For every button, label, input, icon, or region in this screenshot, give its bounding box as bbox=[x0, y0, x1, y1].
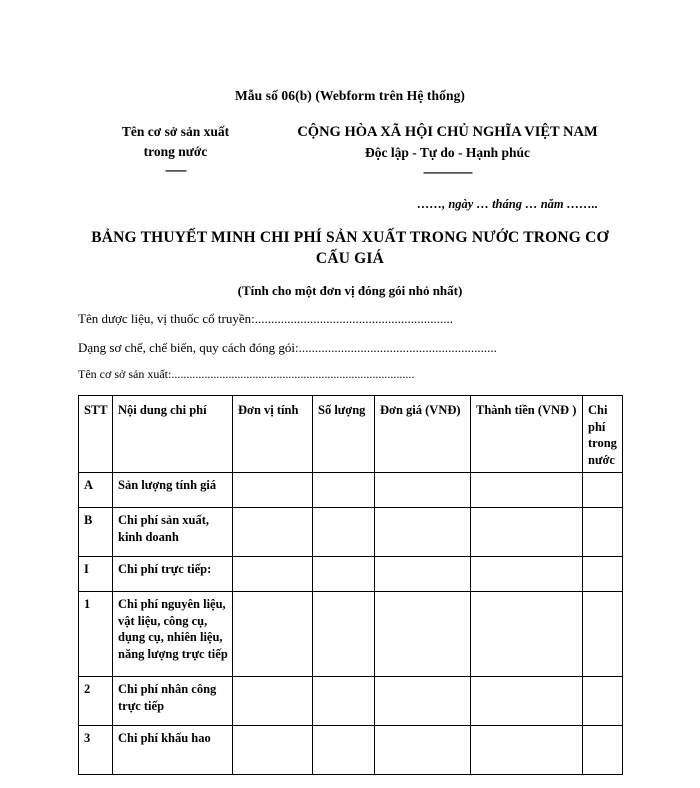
header-left-block bbox=[78, 122, 273, 180]
cell-name: Chi phí nguyên liệu, vật liệu, công cụ, dụng cụ, nhiên liệu, năng lượng trực tiếp bbox=[113, 592, 233, 677]
column-header-quantity: Số lượng bbox=[313, 396, 375, 473]
column-header-unit: Đơn vị tính bbox=[233, 396, 313, 473]
header-left-line2: trong nước bbox=[143, 143, 208, 159]
cell-amount[interactable] bbox=[471, 677, 583, 726]
national-motto: Độc lập - Tự do - Hạnh phúc bbox=[364, 145, 531, 161]
cell-unit[interactable] bbox=[233, 473, 313, 508]
page-title: BẢNG THUYẾT MINH CHI PHÍ SẢN XUẤT TRONG NƯỚC TRONG CƠ CẤU GIÁ bbox=[91, 229, 609, 268]
header-right-block bbox=[273, 122, 622, 181]
cell-domestic-cost[interactable] bbox=[583, 726, 623, 775]
cell-unit-price[interactable] bbox=[375, 557, 471, 592]
cell-unit[interactable] bbox=[233, 677, 313, 726]
cell-stt: B bbox=[79, 508, 113, 557]
cell-unit[interactable] bbox=[233, 508, 313, 557]
header-left-dash: ------ bbox=[165, 162, 186, 178]
cell-stt: I bbox=[79, 557, 113, 592]
cell-name: Chi phí nhân công trực tiếp bbox=[113, 677, 233, 726]
document-page bbox=[0, 88, 700, 788]
cell-unit-price[interactable] bbox=[375, 726, 471, 775]
page-subtitle: (Tính cho một đơn vị đóng gói nhỏ nhất) bbox=[237, 282, 463, 298]
cell-unit-price[interactable] bbox=[375, 473, 471, 508]
column-header-domestic-cost: Chi phí trong nước bbox=[583, 396, 623, 473]
column-header-stt: STT bbox=[79, 396, 113, 473]
cell-amount[interactable] bbox=[471, 508, 583, 557]
cell-quantity[interactable] bbox=[313, 726, 375, 775]
cell-quantity[interactable] bbox=[313, 508, 375, 557]
field-material-name: Tên dược liệu, vị thuốc cổ truyền:............................................................. bbox=[78, 310, 453, 326]
table-header-row bbox=[79, 396, 623, 473]
cell-unit[interactable] bbox=[233, 557, 313, 592]
cell-unit[interactable] bbox=[233, 592, 313, 677]
cell-quantity[interactable] bbox=[313, 592, 375, 677]
cell-unit-price[interactable] bbox=[375, 677, 471, 726]
cell-name: Chi phí sản xuất, kinh doanh bbox=[113, 508, 233, 557]
field-manufacturer-name: Tên cơ sở sản xuất:................................................................................. bbox=[78, 367, 415, 382]
cell-amount[interactable] bbox=[471, 473, 583, 508]
cell-amount[interactable] bbox=[471, 557, 583, 592]
header-right-dash: -------------- bbox=[423, 163, 472, 179]
cell-unit-price[interactable] bbox=[375, 508, 471, 557]
field-processing-form: Dạng sơ chế, chế biến, quy cách đóng gói:............................................................. bbox=[78, 339, 497, 355]
cell-domestic-cost[interactable] bbox=[583, 473, 623, 508]
column-header-amount: Thành tiền (VNĐ ) bbox=[471, 396, 583, 473]
national-title: CỘNG HÒA XÃ HỘI CHỦ NGHĨA VIỆT NAM bbox=[297, 124, 598, 140]
document-header bbox=[78, 122, 622, 181]
cell-unit-price[interactable] bbox=[375, 592, 471, 677]
cell-domestic-cost[interactable] bbox=[583, 557, 623, 592]
table-row bbox=[79, 677, 623, 726]
cell-quantity[interactable] bbox=[313, 557, 375, 592]
cell-amount[interactable] bbox=[471, 592, 583, 677]
table-row bbox=[79, 726, 623, 775]
cell-domestic-cost[interactable] bbox=[583, 508, 623, 557]
cost-table bbox=[78, 395, 623, 775]
cell-stt: A bbox=[79, 473, 113, 508]
cell-name: Sản lượng tính giá bbox=[113, 473, 233, 508]
cell-unit[interactable] bbox=[233, 726, 313, 775]
cell-amount[interactable] bbox=[471, 726, 583, 775]
form-code: Mẫu số 06(b) (Webform trên Hệ thống) bbox=[234, 88, 466, 103]
cell-name: Chi phí trực tiếp: bbox=[113, 557, 233, 592]
cell-domestic-cost[interactable] bbox=[583, 677, 623, 726]
cell-quantity[interactable] bbox=[313, 677, 375, 726]
table-row bbox=[79, 508, 623, 557]
table-row bbox=[79, 592, 623, 677]
cell-name: Chi phí khấu hao bbox=[113, 726, 233, 775]
cell-quantity[interactable] bbox=[313, 473, 375, 508]
cell-stt: 1 bbox=[79, 592, 113, 677]
table-row bbox=[79, 557, 623, 592]
date-line: ……, ngày … tháng … năm …….. bbox=[417, 197, 598, 212]
cell-domestic-cost[interactable] bbox=[583, 592, 623, 677]
header-left-line1: Tên cơ sở sản xuất bbox=[121, 124, 230, 139]
cell-stt: 3 bbox=[79, 726, 113, 775]
column-header-name: Nội dung chi phí bbox=[113, 396, 233, 473]
column-header-unit-price: Đơn giá (VNĐ) bbox=[375, 396, 471, 473]
cell-stt: 2 bbox=[79, 677, 113, 726]
table-row bbox=[79, 473, 623, 508]
